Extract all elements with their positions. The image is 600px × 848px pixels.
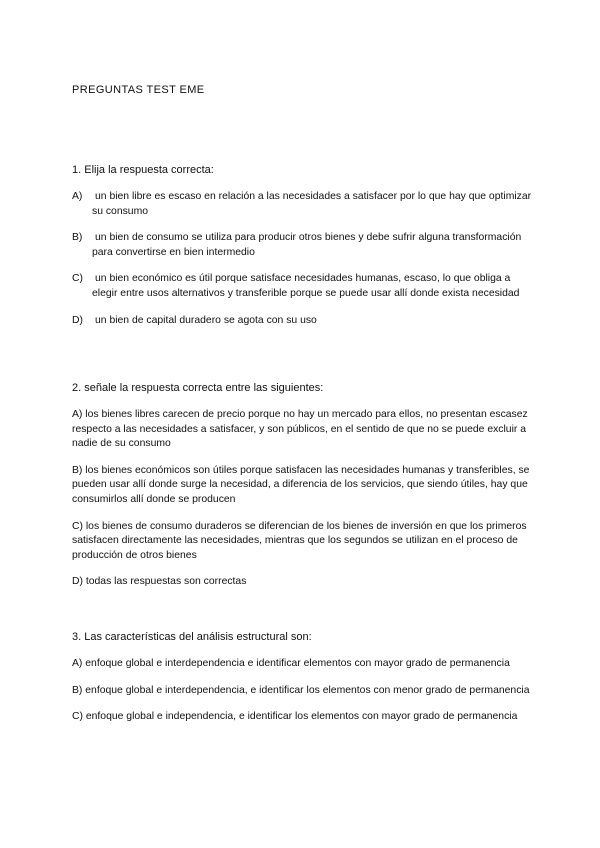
question-2-option-b: B) los bienes económicos son útiles porque satisfacen las necesidades humanas y transferibles, se pueden usar allí donde surge la necesidad, a diferencia de los servicios, que siendo útiles, hay que consumirlos allí donde se producen — [72, 464, 530, 505]
option-letter: B) — [72, 232, 83, 244]
question-2-stem: 2. señale la respuesta correcta entre las siguientes: — [72, 382, 324, 394]
option-text: un bien de consumo se utiliza para producir otros bienes y debe sufrir alguna transformación para convertirse en bien intermedio — [92, 232, 522, 258]
page-title: PREGUNTAS TEST EME — [72, 84, 205, 96]
question-1-option-a — [72, 190, 532, 219]
option-letter: C) — [72, 273, 83, 285]
question-2-option-a: A) los bienes libres carecen de precio porque no hay un mercado para ellos, no presentan escasez respecto a las necesidades a satisfacer, y son públicos, en el sentido de que no se puede excluir a nadie de su consumo — [72, 409, 528, 450]
question-1 — [72, 163, 532, 340]
option-letter: A) — [72, 191, 83, 202]
question-3-option-a: A) enfoque global e interdependencia e identificar elementos con mayor grado de permanencia — [72, 658, 510, 669]
option-text: un bien libre es escaso en relación a las necesidades a satisfacer por lo que hay que optimizar su consumo — [92, 191, 532, 217]
question-3-option-b: B) enfoque global e interdependencia, e identificar los elementos con menor grado de permanencia — [72, 684, 530, 696]
question-2-option-c: C) los bienes de consumo duraderos se diferencian de los bienes de inversión en que los primeros satisfacen directamente las necesidades, mientras que los segundos se utilizan en el proceso de producción de otros bienes — [72, 520, 527, 561]
question-1-stem: 1. Elija la respuesta correcta: — [72, 164, 214, 176]
option-text: un bien económico es útil porque satisface necesidades humanas, escaso, lo que obliga a elegir entre usos alternativos y transferible porque se puede usar allí donde exista necesidad — [92, 273, 520, 299]
option-text: un bien de capital duradero se agota con su uso — [95, 314, 317, 326]
question-2-option-d: D) todas las respuestas son correctas — [72, 576, 247, 588]
question-1-option-d — [72, 314, 532, 329]
question-3-option-c: C) enfoque global e independencia, e identificar los elementos con mayor grado de permanencia — [72, 711, 518, 723]
question-3 — [72, 630, 532, 737]
question-1-option-c — [72, 272, 532, 301]
question-1-option-b — [72, 231, 532, 260]
option-letter: D) — [72, 314, 83, 326]
question-2 — [72, 381, 532, 602]
question-3-stem: 3. Las características del análisis estructural son: — [72, 631, 312, 643]
